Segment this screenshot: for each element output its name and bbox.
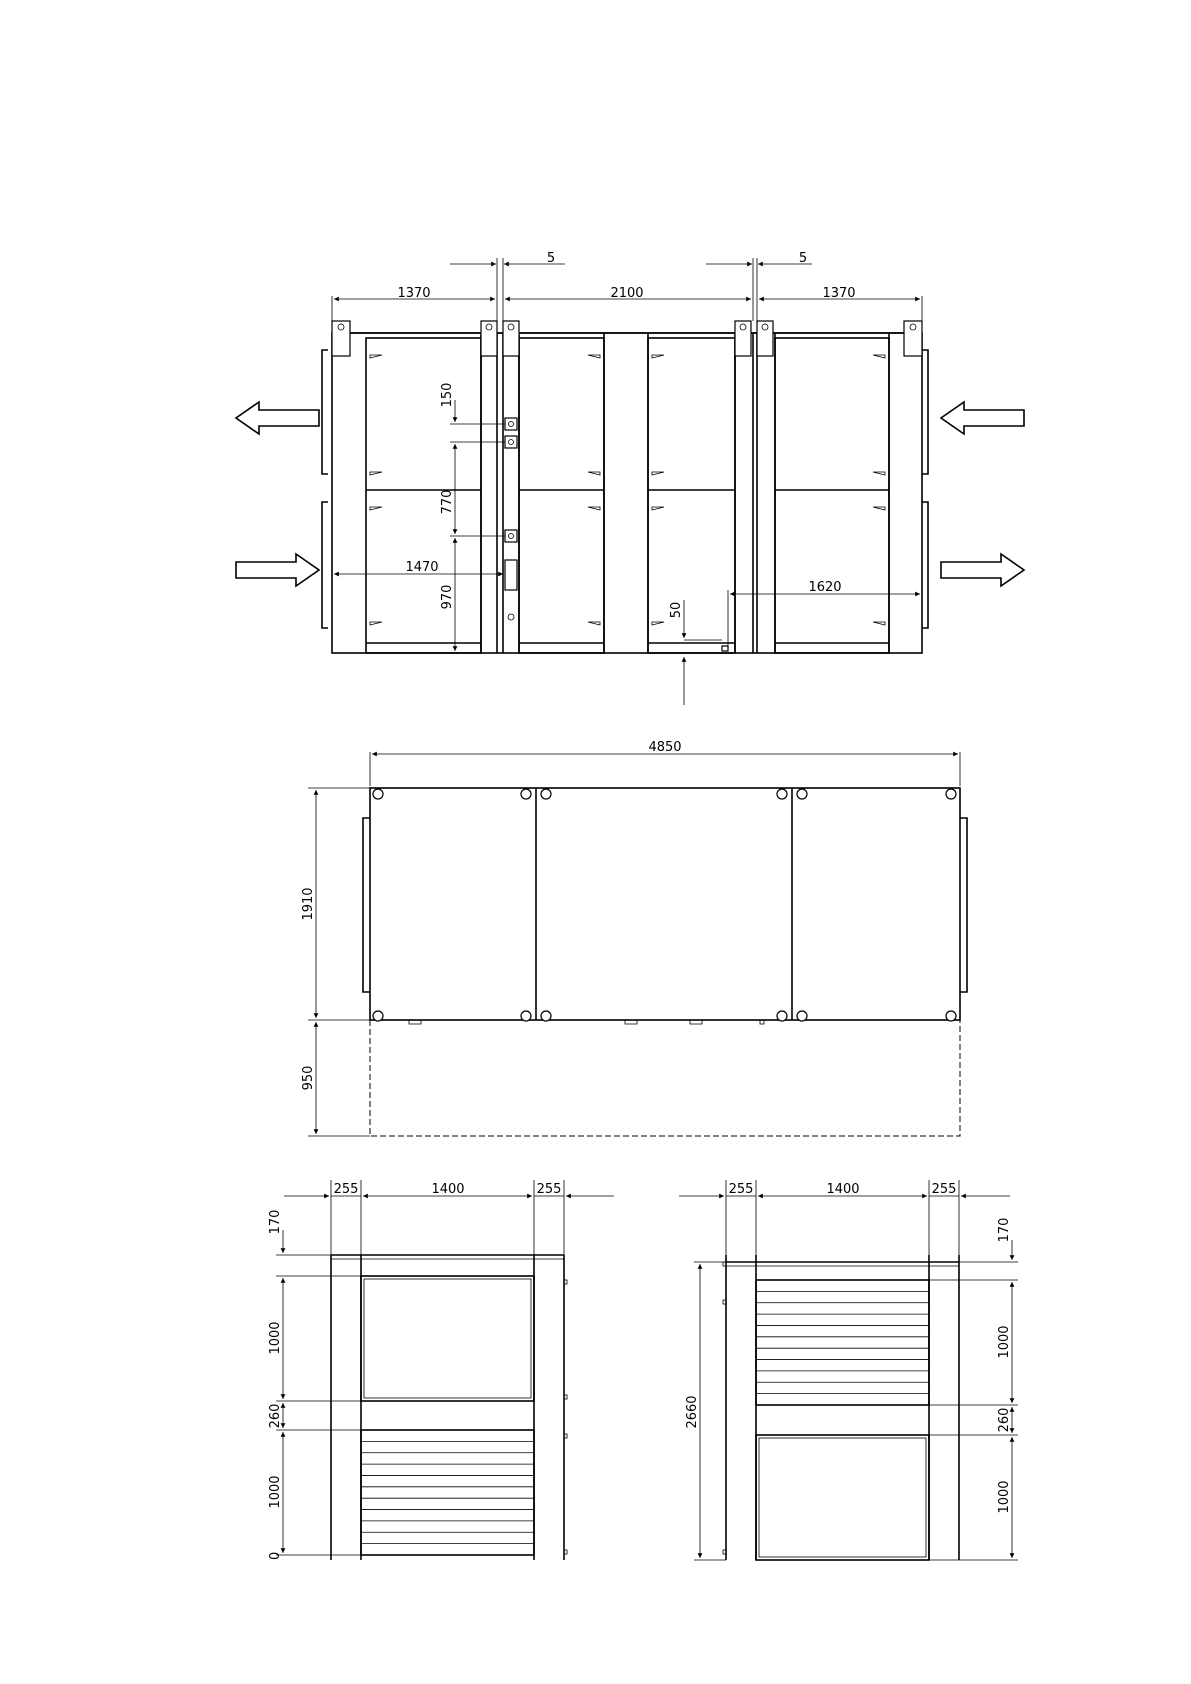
dim-right-w255a: 255 <box>728 1182 754 1197</box>
unit-middle-left <box>519 338 604 653</box>
front-view-outline <box>370 788 960 1020</box>
dim-width-right: 1370 <box>822 286 856 301</box>
arrow-right-outgoing <box>941 554 1024 586</box>
dim-gap-right: 5 <box>798 251 808 266</box>
dim-left-w255b: 255 <box>536 1182 562 1197</box>
dim-overall-width: 4850 <box>648 740 682 755</box>
right-upper-louver <box>756 1280 929 1405</box>
side-view-right <box>679 1180 1018 1560</box>
dim-h1470: 1470 <box>405 560 439 575</box>
dim-v770: 770 <box>440 489 455 515</box>
dim-right-h1000a: 1000 <box>997 1325 1012 1359</box>
front-lugs <box>373 789 956 1021</box>
dim-left-h1000b: 1000 <box>268 1475 283 1509</box>
dim-left-w255a: 255 <box>333 1182 359 1197</box>
dim-right-h260: 260 <box>997 1407 1012 1433</box>
dim-right-w1400: 1400 <box>826 1182 860 1197</box>
unit-right <box>775 338 889 653</box>
dim-right-h2660: 2660 <box>685 1395 700 1429</box>
side-view-left <box>268 1180 614 1560</box>
arrow-right-incoming <box>236 554 319 586</box>
dim-v150: 150 <box>440 382 455 408</box>
dim-height: 1910 <box>301 887 316 921</box>
dim-right-h1000b: 1000 <box>997 1480 1012 1514</box>
dim-right-w255b: 255 <box>931 1182 957 1197</box>
dim-left-h170: 170 <box>268 1209 283 1235</box>
dim-below: 950 <box>301 1065 316 1091</box>
dim-left-w1400: 1400 <box>431 1182 465 1197</box>
unit-middle-right <box>648 338 735 653</box>
dim-width-middle: 2100 <box>610 286 644 301</box>
unit-left <box>366 338 481 653</box>
right-lower-door <box>756 1435 929 1560</box>
dim-h1620: 1620 <box>808 580 842 595</box>
dim-width-left: 1370 <box>397 286 431 301</box>
left-upper-door <box>361 1276 534 1401</box>
dim-v970: 970 <box>440 584 455 610</box>
dim-v50: 50 <box>669 601 684 619</box>
top-view-outline <box>332 333 922 653</box>
arrow-left-incoming <box>941 402 1024 434</box>
front-view <box>301 740 967 1136</box>
dim-left-h1000a: 1000 <box>268 1321 283 1355</box>
dim-left-h260: 260 <box>268 1403 283 1429</box>
dim-right-h170: 170 <box>997 1217 1012 1243</box>
dim-left-h0: 0 <box>268 1551 283 1560</box>
dim-gap-left: 5 <box>546 251 556 266</box>
arrow-left-outgoing <box>236 402 319 434</box>
left-lower-louver <box>361 1430 534 1555</box>
top-view <box>236 251 1024 705</box>
